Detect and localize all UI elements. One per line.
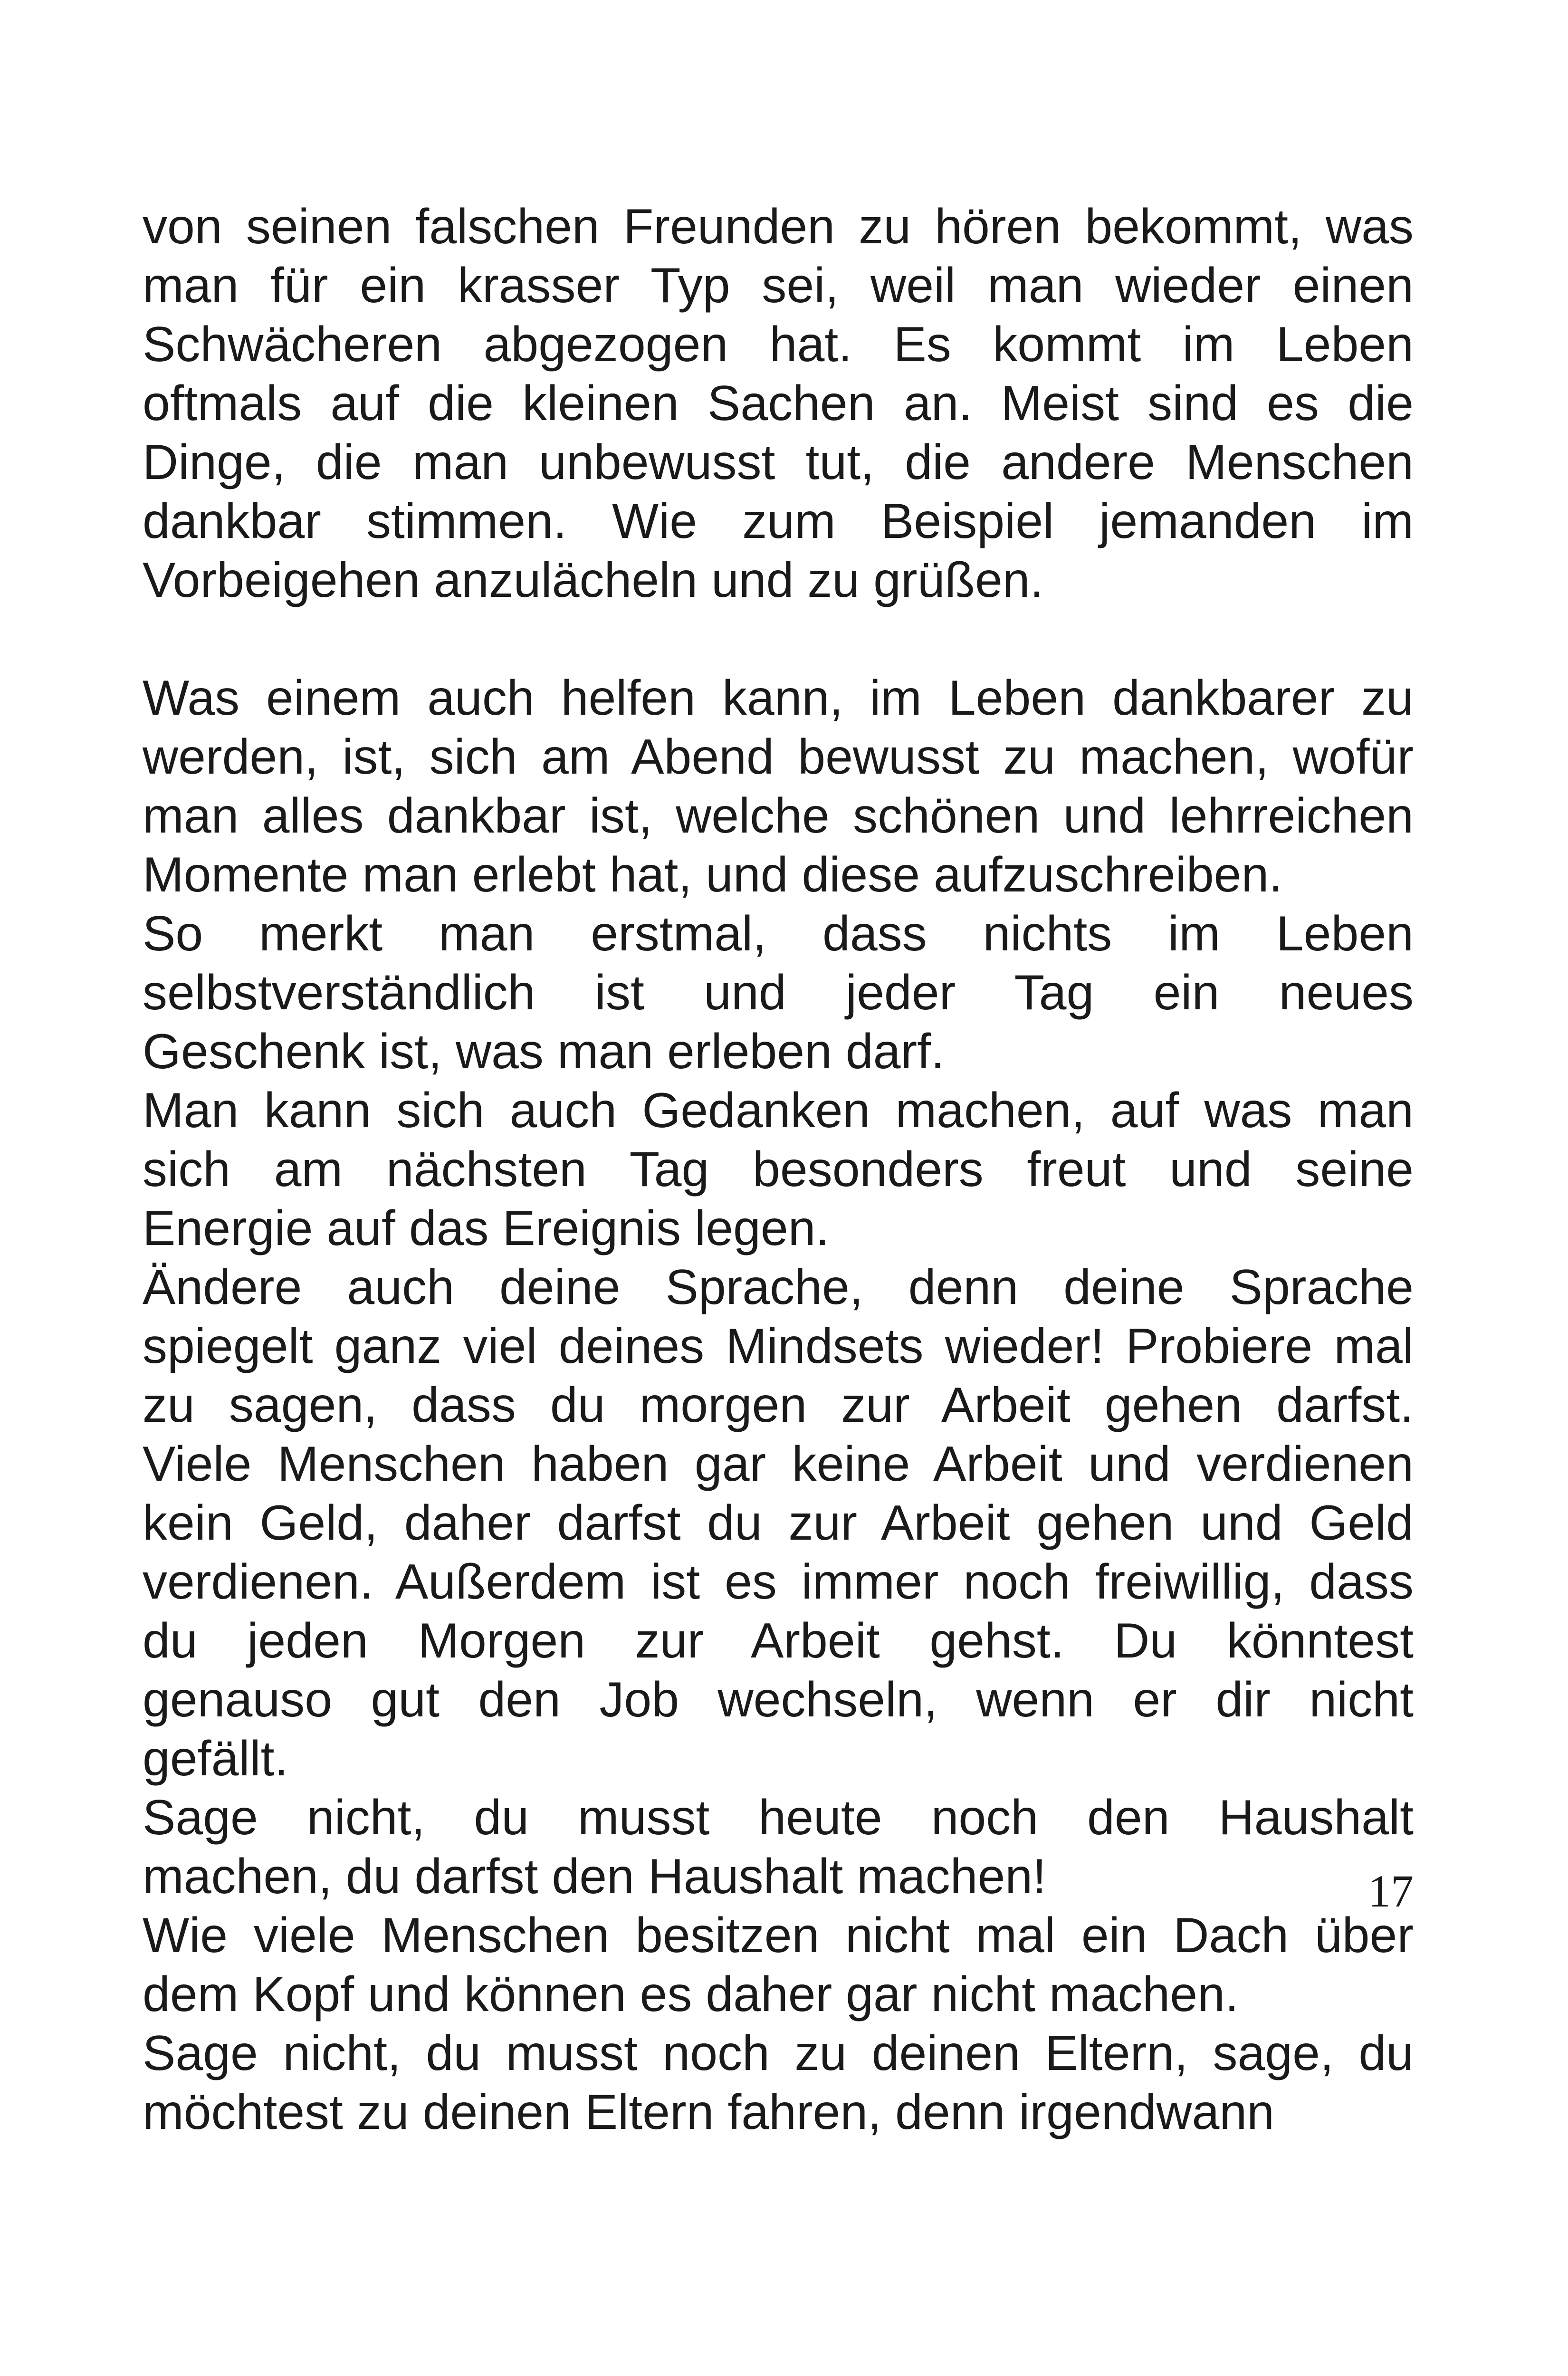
text-line: genauso gut den Job wechseln, wenn er dir nicht: [143, 1672, 1414, 1727]
text-line: Schwächeren abgezogen hat. Es kommt im Leben: [143, 317, 1414, 372]
text-line: Viele Menschen haben gar keine Arbeit und verdienen: [143, 1437, 1414, 1492]
paragraph-2: [143, 669, 1414, 904]
text-line: So merkt man erstmal, dass nichts im Leben: [143, 906, 1414, 961]
text-line: selbstverständlich ist und jeder Tag ein neues: [143, 965, 1414, 1020]
paragraph-3: [143, 904, 1414, 1081]
text-line: werden, ist, sich am Abend bewusst zu machen, wofür: [143, 729, 1414, 785]
text-line: dankbar stimmen. Wie zum Beispiel jemanden im: [143, 494, 1414, 549]
text-line: Geschenk ist, was man erleben darf.: [143, 1024, 945, 1079]
text-line: verdienen. Außerdem ist es immer noch freiwillig, dass: [143, 1554, 1414, 1610]
text-line: du jeden Morgen zur Arbeit gehst. Du könntest: [143, 1613, 1414, 1668]
paragraph-6: [143, 1788, 1414, 1906]
text-line: Was einem auch helfen kann, im Leben dankbarer zu: [143, 671, 1414, 726]
text-line: Vorbeigehen anzulächeln und zu grüßen.: [143, 553, 1044, 608]
text-line: Momente man erlebt hat, und diese aufzuschreiben.: [143, 847, 1283, 902]
text-line: dem Kopf und können es daher gar nicht machen.: [143, 1967, 1239, 2022]
paragraph-4: [143, 1081, 1414, 1258]
text-line: Sage nicht, du musst noch zu deinen Eltern, sage, du: [143, 2026, 1414, 2081]
text-line: Man kann sich auch Gedanken machen, auf was man: [143, 1083, 1414, 1138]
text-line: kein Geld, daher darfst du zur Arbeit gehen und Geld: [143, 1495, 1414, 1551]
text-line: Wie viele Menschen besitzen nicht mal ein Dach über: [143, 1908, 1414, 1963]
text-line: oftmals auf die kleinen Sachen an. Meist sind es die: [143, 376, 1414, 431]
text-line: möchtest zu deinen Eltern fahren, denn irgendwann: [143, 2085, 1274, 2140]
text-line: Dinge, die man unbewusst tut, die andere Menschen: [143, 435, 1414, 490]
text-line: Energie auf das Ereignis legen.: [143, 1201, 830, 1256]
text-line: Ändere auch deine Sprache, denn deine Sprache: [143, 1260, 1414, 1315]
paragraph-8: [143, 2024, 1414, 2142]
paragraph-5: [143, 1258, 1414, 1788]
text-line: spiegelt ganz viel deines Mindsets wieder! Probiere mal: [143, 1319, 1414, 1374]
text-line: man alles dankbar ist, welche schönen und lehrreichen: [143, 788, 1414, 843]
text-line: gefällt.: [143, 1731, 288, 1786]
text-line: sich am nächsten Tag besonders freut und seine: [143, 1142, 1414, 1197]
text-line: Sage nicht, du musst heute noch den Haushalt: [143, 1790, 1414, 1845]
text-line: von seinen falschen Freunden zu hören bekommt, was: [143, 199, 1414, 254]
text-line: zu sagen, dass du morgen zur Arbeit gehen darfst.: [143, 1378, 1414, 1433]
page-number: 17: [1368, 1866, 1414, 1916]
text-line: machen, du darfst den Haushalt machen!: [143, 1849, 1047, 1904]
body-text: [143, 197, 1414, 2142]
text-line: man für ein krasser Typ sei, weil man wieder einen: [143, 258, 1414, 313]
paragraph-7: [143, 1906, 1414, 2024]
paragraph-1: [143, 197, 1414, 610]
